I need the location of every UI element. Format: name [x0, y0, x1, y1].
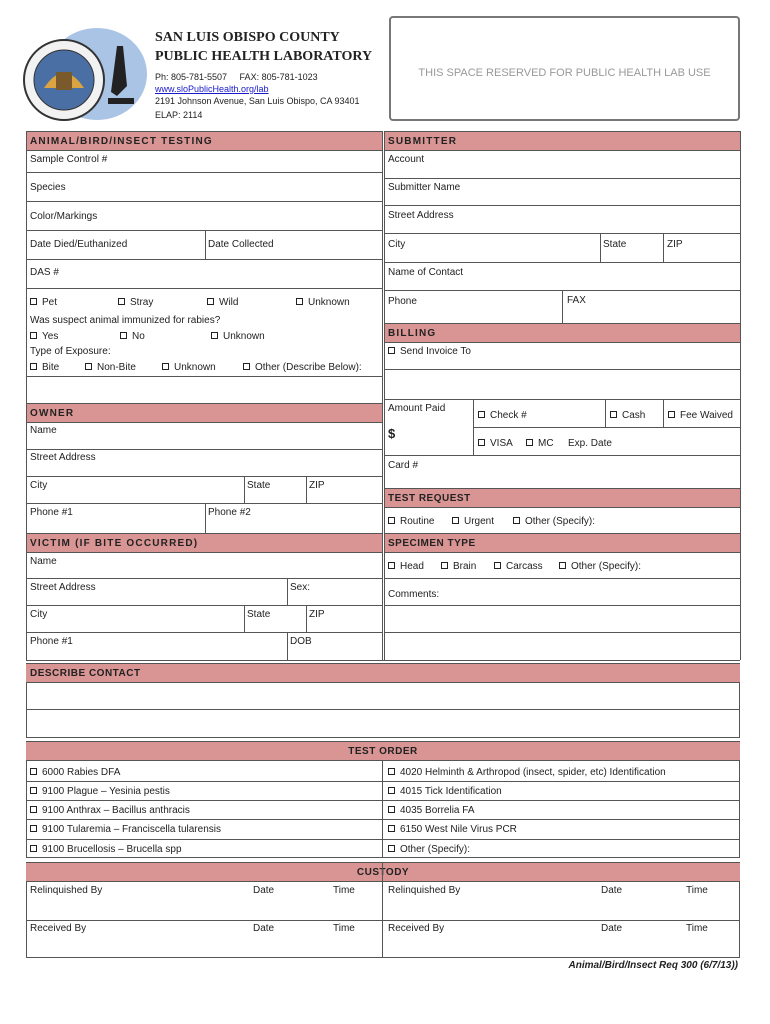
test-order-left-item[interactable]: 9100 Plague – Yesinia pestis [30, 786, 170, 797]
immunized-question: Was suspect animal immunized for rabies? [30, 315, 221, 326]
submitter-phone-field[interactable]: Phone [388, 296, 417, 307]
test-order-right-item[interactable]: 4035 Borrelia FA [388, 805, 475, 816]
relinquished-date-left[interactable]: Date [253, 885, 275, 896]
test-order-left-item[interactable]: 9100 Anthrax – Bacillus anthracis [30, 805, 190, 816]
checkbox-icon [452, 517, 459, 524]
checkbox-icon [526, 439, 533, 446]
wild-checkbox[interactable]: Wild [207, 297, 238, 308]
received-by-left[interactable]: Received By [30, 923, 87, 934]
contact-name-field[interactable]: Name of Contact [388, 267, 464, 278]
test-order-right-item[interactable]: 4020 Helminth & Arthropod (insect, spider, etc) Identification [388, 767, 666, 778]
lab-logo [22, 28, 152, 128]
sample-control-field[interactable]: Sample Control # [30, 154, 108, 165]
relinquished-by-right[interactable]: Relinquished By [388, 885, 461, 896]
checkbox-icon [513, 517, 520, 524]
checkbox-icon [296, 298, 303, 305]
checkbox-icon [30, 825, 37, 832]
checkbox-icon [30, 332, 37, 339]
checkbox-icon [30, 768, 37, 775]
test-request-other-checkbox[interactable]: Other (Specify): [513, 516, 595, 527]
mc-checkbox[interactable]: MC [526, 438, 554, 449]
bite-checkbox[interactable]: Bite [30, 362, 59, 373]
specimen-section-header [384, 533, 740, 553]
relinquished-time-left[interactable]: Time [333, 885, 355, 896]
victim-state-field[interactable]: State [247, 609, 271, 620]
custody-header [26, 862, 740, 882]
test-order-left-item[interactable]: 9100 Brucellosis – Brucella spp [30, 844, 182, 855]
victim-zip-field[interactable]: ZIP [309, 609, 325, 620]
checkbox-icon [120, 332, 127, 339]
type-exposure-label: Type of Exposure: [30, 346, 111, 357]
brain-checkbox[interactable]: Brain [441, 561, 476, 572]
owner-section-header [26, 403, 382, 423]
victim-city-field[interactable]: City [30, 609, 48, 620]
test-order-header [26, 741, 740, 761]
checkbox-icon [388, 825, 395, 832]
relinquished-time-right[interactable]: Time [686, 885, 708, 896]
submitter-city-field[interactable]: City [388, 239, 406, 250]
received-date-left[interactable]: Date [253, 923, 275, 934]
checkbox-icon [478, 411, 485, 418]
checkbox-icon [243, 363, 250, 370]
test-order-right-item[interactable]: 6150 West Nile Virus PCR [388, 824, 517, 835]
form-footer: Animal/Bird/Insect Req 300 (6/7/13)) [568, 960, 738, 971]
checkbox-icon [441, 562, 448, 569]
checkbox-icon [118, 298, 125, 305]
amount-paid-label: Amount Paid [388, 403, 446, 414]
visa-checkbox[interactable]: VISA [478, 438, 513, 449]
test-request-section-title: TEST REQUEST [388, 493, 471, 504]
victim-dob-field[interactable]: DOB [290, 636, 312, 647]
checkbox-icon [30, 845, 37, 852]
lab-website-link[interactable]: www.sloPublicHealth.org/lab [155, 84, 269, 94]
checkbox-icon [388, 787, 395, 794]
received-time-right[interactable]: Time [686, 923, 708, 934]
victim-section-title: VICTIM (IF BITE OCCURRED) [30, 538, 199, 549]
exposure-unknown-checkbox[interactable]: Unknown [162, 362, 216, 373]
non-bite-checkbox[interactable]: Non-Bite [85, 362, 136, 373]
submitter-street-field[interactable]: Street Address [388, 210, 454, 221]
checkbox-icon [85, 363, 92, 370]
pet-checkbox[interactable]: Pet [30, 297, 57, 308]
head-checkbox[interactable]: Head [388, 561, 424, 572]
immunized-unknown-checkbox[interactable]: Unknown [211, 331, 265, 342]
immunized-yes-checkbox[interactable]: Yes [30, 331, 58, 342]
describe-contact-area[interactable] [26, 683, 740, 738]
lab-name-line2: PUBLIC HEALTH LABORATORY [155, 49, 373, 64]
checkbox-icon [207, 298, 214, 305]
checkbox-icon [388, 806, 395, 813]
checkbox-icon [30, 806, 37, 813]
test-order-left-item[interactable]: 6000 Rabies DFA [30, 767, 120, 778]
animal-section-header [26, 131, 382, 151]
billing-section-title: BILLING [388, 328, 437, 339]
checkbox-icon [610, 411, 617, 418]
received-time-left[interactable]: Time [333, 923, 355, 934]
checkbox-icon [388, 517, 395, 524]
submitter-fax-field[interactable]: FAX [567, 295, 586, 306]
victim-phone1-field[interactable]: Phone #1 [30, 636, 73, 647]
stray-checkbox[interactable]: Stray [118, 297, 153, 308]
card-number-field[interactable]: Card # [388, 460, 419, 471]
owner-section-title: OWNER [30, 408, 75, 419]
date-collected-field[interactable]: Date Collected [208, 239, 274, 250]
owner-phone2-field[interactable]: Phone #2 [208, 507, 251, 518]
checkbox-icon [668, 411, 675, 418]
received-date-right[interactable]: Date [601, 923, 623, 934]
checkbox-icon [388, 845, 395, 852]
test-order-right-item[interactable]: 4015 Tick Identification [388, 786, 502, 797]
checkbox-icon [559, 562, 566, 569]
carcass-checkbox[interactable]: Carcass [494, 561, 543, 572]
checkbox-icon [30, 298, 37, 305]
reserved-text: THIS SPACE RESERVED FOR PUBLIC HEALTH LAB USE [418, 67, 711, 79]
specimen-section-title: SPECIMEN TYPE [388, 538, 476, 549]
specimen-other-checkbox[interactable]: Other (Specify): [559, 561, 641, 572]
owner-zip-field[interactable]: ZIP [309, 480, 325, 491]
lab-phone-fax: Ph: 805-781-5507 FAX: 805-781-1023 [155, 72, 318, 82]
routine-checkbox[interactable]: Routine [388, 516, 434, 527]
victim-name-field[interactable]: Name [30, 556, 57, 567]
amount-paid-field[interactable]: $ [388, 426, 396, 441]
describe-contact-header [26, 663, 740, 683]
owner-street-field[interactable]: Street Address [30, 452, 96, 463]
test-order-title: TEST ORDER [348, 746, 418, 757]
owner-phone1-field[interactable]: Phone #1 [30, 507, 73, 518]
submitter-section-header [384, 131, 740, 151]
checkbox-icon [388, 347, 395, 354]
victim-sex-field[interactable]: Sex: [290, 582, 311, 593]
check-checkbox[interactable]: Check # [478, 410, 527, 421]
submitter-section-title: SUBMITTER [388, 136, 458, 147]
checkbox-icon [211, 332, 218, 339]
checkbox-icon [494, 562, 501, 569]
owner-city-field[interactable]: City [30, 480, 48, 491]
date-died-field[interactable]: Date Died/Euthanized [30, 239, 128, 250]
checkbox-icon [30, 363, 37, 370]
received-by-right[interactable]: Received By [388, 923, 445, 934]
relinquished-by-left[interactable]: Relinquished By [30, 885, 103, 896]
test-request-section-header [384, 488, 740, 508]
immunized-no-checkbox[interactable]: No [120, 331, 145, 342]
account-field[interactable]: Account [388, 154, 425, 165]
unknown-status-checkbox[interactable]: Unknown [296, 297, 350, 308]
checkbox-icon [388, 768, 395, 775]
das-field[interactable]: DAS # [30, 267, 59, 278]
other-describe-checkbox[interactable]: Other (Describe Below): [243, 362, 362, 373]
species-field[interactable]: Species [30, 182, 66, 193]
urgent-checkbox[interactable]: Urgent [452, 516, 494, 527]
checkbox-icon [388, 562, 395, 569]
billing-section-header [384, 323, 740, 343]
fee-waived-checkbox[interactable]: Fee Waived [668, 410, 733, 421]
describe-contact-title: DESCRIBE CONTACT [30, 668, 141, 679]
victim-street-field[interactable]: Street Address [30, 582, 96, 593]
exp-date-field[interactable]: Exp. Date [568, 438, 612, 449]
test-order-left-item[interactable]: 9100 Tularemia – Franciscella tularensis [30, 824, 221, 835]
submitter-zip-field[interactable]: ZIP [667, 239, 683, 250]
checkbox-icon [478, 439, 485, 446]
lab-elap: ELAP: 2114 [155, 110, 203, 120]
submitter-state-field[interactable]: State [603, 239, 627, 250]
test-order-right-item[interactable]: Other (Specify): [388, 844, 470, 855]
checkbox-icon [162, 363, 169, 370]
custody-title: CUSTODY [356, 867, 410, 878]
color-markings-field[interactable]: Color/Markings [30, 211, 98, 222]
comments-field[interactable]: Comments: [388, 589, 440, 600]
checkbox-icon [30, 787, 37, 794]
lab-address: 2191 Johnson Avenue, San Luis Obispo, CA 93401 [155, 96, 360, 106]
owner-name-field[interactable]: Name [30, 425, 57, 436]
relinquished-date-right[interactable]: Date [601, 885, 623, 896]
victim-section-header [26, 533, 382, 553]
animal-section-title: ANIMAL/BIRD/INSECT TESTING [30, 136, 213, 147]
send-invoice-checkbox[interactable]: Send Invoice To [388, 346, 471, 357]
owner-state-field[interactable]: State [247, 480, 271, 491]
submitter-name-field[interactable]: Submitter Name [388, 182, 461, 193]
lab-name-line1: SAN LUIS OBISPO COUNTY [155, 30, 340, 45]
cash-checkbox[interactable]: Cash [610, 410, 645, 421]
